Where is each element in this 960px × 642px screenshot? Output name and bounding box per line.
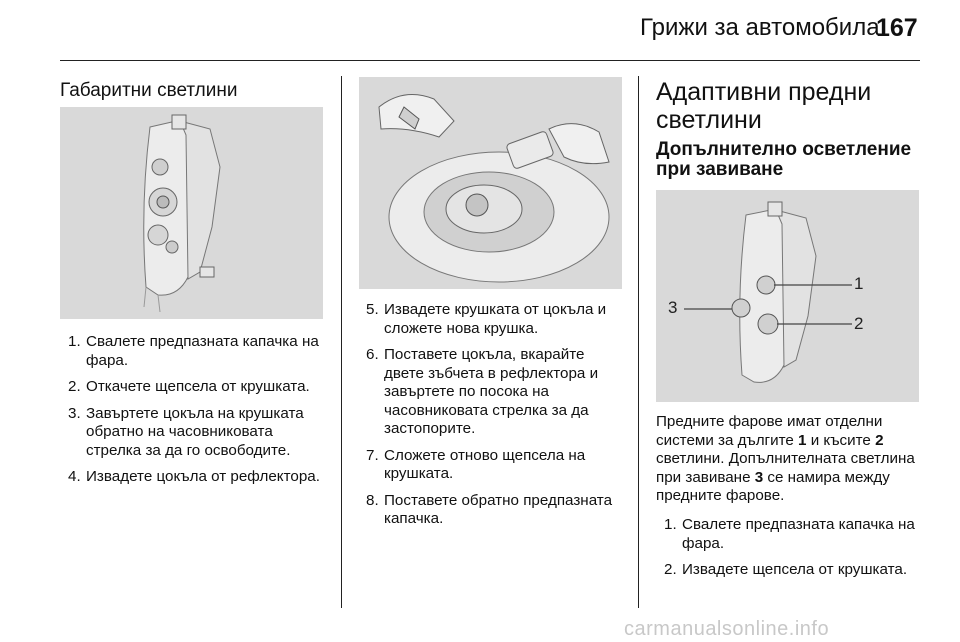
- step-list: [60, 333, 330, 495]
- list-item: 8. Поставете обратно предпазната капачка.: [366, 491, 613, 527]
- step-list: [358, 301, 628, 537]
- list-item: 2. Откачете щепсела от крушката.: [68, 378, 310, 395]
- section-heading-parking-lights: Габаритни светлини: [60, 80, 238, 101]
- list-item: 5. Извадете крушката от цокъла и сложете нова крушка.: [366, 301, 607, 337]
- list-item: 1. Свалете предпазната капачка на фара.: [68, 333, 319, 369]
- list-item: 4. Извадете цокъла от рефлектора.: [68, 468, 320, 485]
- tail-light-housing-image: [60, 107, 323, 319]
- list-item: 1. Свалете предпазната капачка на фара.: [664, 516, 915, 552]
- column-divider: [638, 76, 639, 608]
- page-number: 167: [876, 14, 918, 42]
- list-item: 3. Завъртете цокъла на крушката обратно на часовниковата стрелка за да го освободите.: [68, 404, 304, 459]
- header-rule: [60, 60, 920, 61]
- callout-1: 1: [854, 274, 864, 293]
- list-item: 6. Поставете цокъла, вкарайте двете зъбчета в рефлектора и завъртете по посока на часовниковата стрелка за да застопорите.: [366, 346, 599, 437]
- header-title: Грижи за автомобила: [640, 14, 880, 41]
- bulb-replacement-image: [359, 77, 622, 289]
- step-list: [656, 516, 926, 588]
- callout-3: 3: [668, 298, 678, 317]
- watermark: carmanualsonline.info: [624, 618, 830, 640]
- list-item: 7. Сложете отново щепсела на крушката.: [366, 446, 586, 482]
- section-title-adaptive-headlights: Адаптивни предни светлини: [656, 78, 872, 134]
- headlamp-housing-labeled-image: [656, 190, 919, 402]
- column-divider: [341, 76, 342, 608]
- subsection-title-cornering-light: Допълнително осветление при завиване: [656, 139, 912, 180]
- list-item: 2. Извадете щепсела от крушката.: [664, 561, 908, 578]
- callout-2: 2: [854, 314, 864, 333]
- body-paragraph: Предните фарове имат отделни системи за дългите 1 и късите 2 светлини. Допълнителната светлина при завиване 3 се намира между предните фарове.: [656, 413, 915, 504]
